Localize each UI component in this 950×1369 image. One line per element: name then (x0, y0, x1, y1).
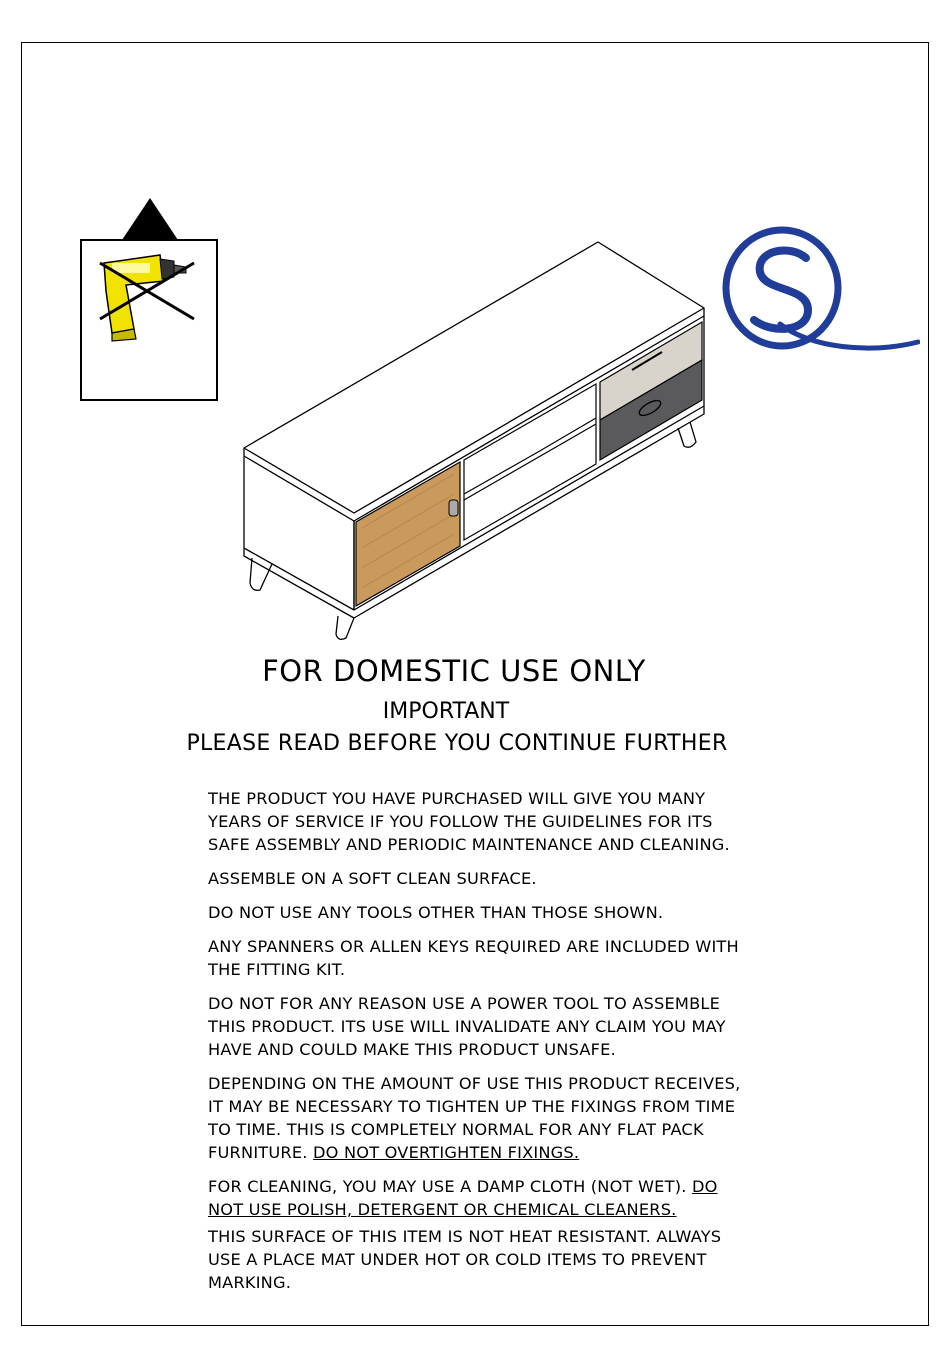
no-power-tool-box (80, 239, 218, 401)
instruction-paragraph (208, 1072, 748, 1164)
instruction-paragraph (208, 1175, 748, 1221)
instruction-paragraph: THE PRODUCT YOU HAVE PURCHASED WILL GIVE YOU MANY YEARS OF SERVICE IF YOU FOLLOW THE GUIDELINES FOR ITS SAFE ASSEMBLY AND PERIODIC MAINTENANCE AND CLEANING. (208, 789, 730, 854)
instruction-paragraph: ASSEMBLE ON A SOFT CLEAN SURFACE. (208, 869, 537, 888)
overtighten-warning: DO NOT OVERTIGHTEN FIXINGS. (313, 1143, 580, 1162)
domestic-use-heading: FOR DOMESTIC USE ONLY (262, 654, 646, 688)
fixings-text: DEPENDING ON THE AMOUNT OF USE THIS PRODUCT RECEIVES, IT MAY BE NECESSARY TO TIGHTEN UP THE FIXINGS FROM TIME TO TIME. THIS IS COMPLETELY NORMAL FOR ANY FLAT PACK FURNITURE. (208, 1074, 741, 1162)
tv-unit-illustration (238, 238, 708, 643)
instructions-body (208, 787, 748, 1305)
no-power-drill-icon (82, 241, 216, 399)
instruction-paragraph: THIS SURFACE OF THIS ITEM IS NOT HEAT RESISTANT. ALWAYS USE A PLACE MAT UNDER HOT OR COLD ITEMS TO PREVENT MARKING. (208, 1227, 722, 1292)
instruction-paragraph: ANY SPANNERS OR ALLEN KEYS REQUIRED ARE INCLUDED WITH THE FITTING KIT. (208, 937, 739, 979)
instruction-paragraph: DO NOT FOR ANY REASON USE A POWER TOOL TO ASSEMBLE THIS PRODUCT. ITS USE WILL INVALIDATE ANY CLAIM YOU MAY HAVE AND COULD MAKE THIS PRODUCT UNSAFE. (208, 994, 726, 1059)
cleaning-warning: DO NOT USE POLISH, DETERGENT OR CHEMICAL CLEANERS. (208, 1177, 718, 1219)
instruction-paragraph: DO NOT USE ANY TOOLS OTHER THAN THOSE SHOWN. (208, 903, 664, 922)
important-heading: IMPORTANT (382, 699, 510, 724)
warning-triangle-icon (122, 198, 178, 240)
sq-logo-icon (720, 220, 920, 355)
cleaning-text: FOR CLEANING, YOU MAY USE A DAMP CLOTH (NOT WET). (208, 1177, 687, 1196)
read-before-heading: PLEASE READ BEFORE YOU CONTINUE FURTHER (186, 731, 728, 756)
